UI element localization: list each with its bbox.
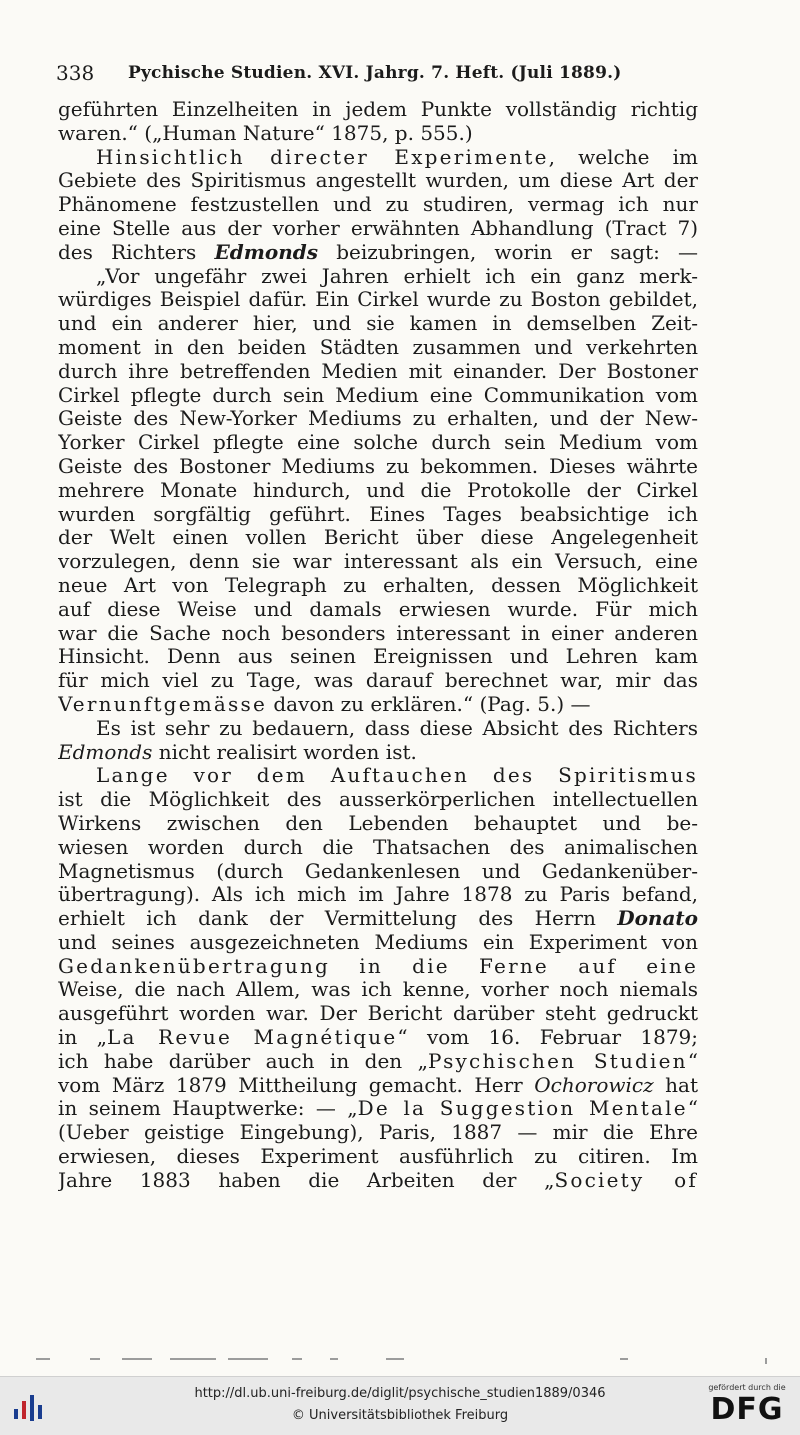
text-line: der Welt einen vollen Bericht über diese Angelegenheit [58, 526, 698, 550]
text-line: vorzulegen, denn sie war interessant als ein Versuch, eine [58, 550, 698, 574]
text-fragment: “ vom 16. Februar 1879; [397, 1026, 698, 1050]
text-line: neue Art von Telegraph zu erhalten, dessen Möglichkeit [58, 573, 698, 597]
dfg-logo [704, 1383, 790, 1431]
emphasis-spaced: La Revue Magnétique [106, 1026, 398, 1050]
copyright-notice: © Universitätsbibliothek Freiburg [291, 1408, 509, 1423]
text-fragment: ich habe darüber auch in den „ [58, 1049, 428, 1073]
text-line: moment in den beiden Städten zusammen und verkehrten [58, 335, 698, 359]
text-line: Yorker Cirkel pflegte eine solche durch sein Medium vom [58, 431, 698, 455]
text-line: Geiste des Bostoner Mediums zu bekommen. Dieses währte [58, 454, 698, 478]
running-title: Pychische Studien. XVI. Jahrg. 7. Heft. (Juli 1889.) [128, 63, 622, 83]
text-fragment: Jahre 1883 haben die Arbeiten der „ [58, 1168, 555, 1192]
text-line: Phänomene festzustellen und zu studiren, vermag ich nur [58, 193, 698, 217]
text-line [58, 1097, 698, 1121]
text-line: und seines ausgezeichneten Mediums ein Experiment von [58, 930, 698, 954]
text-line: erwiesen, dieses Experiment ausführlich zu citiren. Im [58, 1145, 698, 1169]
text-line: Gedankenübertragung in die Ferne auf eine [58, 954, 698, 978]
text-line [58, 241, 698, 265]
text-line [58, 146, 698, 170]
text-line [58, 907, 698, 931]
text-line [58, 1074, 698, 1098]
text-line: Lange vor dem Auftauchen des Spiritismus [96, 764, 698, 788]
text-line: würdiges Beispiel dafür. Ein Cirkel wurde zu Boston gebildet, [58, 288, 698, 312]
text-line: durch ihre betreffenden Medien mit einander. Der Bostoner [58, 359, 698, 383]
text-fragment: “ [687, 1097, 698, 1121]
text-fragment: vom März 1879 Mittheilung gemacht. Herr [58, 1073, 523, 1097]
text-line: waren.“ („Human Nature“ 1875, p. 555.) [58, 121, 473, 145]
text-line: Magnetismus (durch Gedankenlesen und Gedankenüber- [58, 859, 698, 883]
text-fragment: erhielt ich dank der Vermittelung des Herrn [58, 907, 596, 931]
dfg-wordmark: DFG [710, 1392, 784, 1427]
text-line [58, 1050, 698, 1074]
name-emphasis: Edmonds [214, 240, 319, 264]
body-text [58, 98, 698, 1193]
text-line: ausgeführt worden war. Der Bericht darüber steht gedruckt [58, 1002, 698, 1026]
text-line: „Vor ungefähr zwei Jahren erhielt ich ein ganz merk- [96, 264, 698, 288]
text-line: übertragung). Als ich mich im Jahre 1878 zu Paris befand, [58, 883, 698, 907]
text-fragment: nicht realisirt worden ist. [152, 740, 417, 764]
text-line: und ein anderer hier, und sie kamen in demselben Zeit- [58, 312, 698, 336]
text-line: Cirkel pflegte durch sein Medium eine Communikation vom [58, 383, 698, 407]
viewer-footer [0, 1376, 800, 1435]
text-line: mehrere Monate hindurch, und die Protokolle der Cirkel [58, 478, 698, 502]
text-fragment: “ [687, 1049, 698, 1073]
text-fragment: in seinem Hauptwerke: — „ [58, 1097, 358, 1121]
text-line: Es ist sehr zu bedauern, dass diese Absicht des Richters [96, 716, 698, 740]
text-fragment: davon zu erklären.“ (Pag. 5.) — [266, 692, 591, 716]
text-line: (Ueber geistige Eingebung), Paris, 1887 — mir die Ehre [58, 1121, 698, 1145]
text-line: wiesen worden durch die Thatsachen des animalischen [58, 835, 698, 859]
name-emphasis: Ochorowicz [534, 1073, 654, 1097]
emphasis-spaced: Vernunftgemässe [58, 692, 267, 716]
emphasis-spaced: Psychischen Studien [427, 1049, 688, 1073]
name-emphasis: Donato [617, 907, 698, 931]
text-line: Wirkens zwischen den Lebenden behauptet und be- [58, 811, 698, 835]
text-line: eine Stelle aus der vorher erwähnten Abhandlung (Tract 7) [58, 216, 698, 240]
text-line [58, 693, 698, 717]
dfg-caption: gefördert durch die [708, 1383, 786, 1392]
text-fragment: beizubringen, worin er sagt: — [336, 240, 698, 264]
text-fragment: , welche im [548, 145, 698, 169]
text-line: für mich viel zu Tage, was darauf berechnet war, mir das [58, 669, 698, 693]
emphasis-spaced: De la Suggestion Mentale [357, 1097, 688, 1121]
text-line: ist die Möglichkeit des ausserkörperlichen intellectuellen [58, 788, 698, 812]
text-line: geführten Einzelheiten in jedem Punkte vollständig richtig [58, 98, 698, 121]
text-line: Weise, die nach Allem, was ich kenne, vorher noch niemals [58, 978, 698, 1002]
scan-artifacts [30, 1358, 780, 1364]
text-fragment: hat [653, 1073, 698, 1097]
name-emphasis: Edmonds [58, 740, 153, 764]
emphasis-spaced: Society of [554, 1168, 698, 1192]
text-line: Hinsicht. Denn aus seinen Ereignissen und Lehren kam [58, 645, 698, 669]
text-fragment: des Richters [58, 240, 197, 264]
page-number: 338 [56, 61, 95, 85]
text-line: Gebiete des Spiritismus angestellt wurden, um diese Art der [58, 169, 698, 193]
text-line [58, 1026, 698, 1050]
text-line: auf diese Weise und damals erwiesen wurde. Für mich [58, 597, 698, 621]
text-line [58, 1169, 698, 1193]
text-fragment: in „ [58, 1026, 107, 1050]
source-url[interactable]: http://dl.ub.uni-freiburg.de/diglit/psychische_studien1889/0346 [194, 1386, 606, 1401]
text-line [58, 741, 698, 765]
text-line: wurden sorgfältig geführt. Eines Tages beabsichtige ich [58, 502, 698, 526]
emphasis-spaced: Hinsichtlich directer Experimente [96, 145, 549, 169]
text-line: war die Sache noch besonders interessant in einer anderen [58, 621, 698, 645]
page-header [56, 56, 696, 90]
text-line: Geiste des New-Yorker Mediums zu erhalten, und der New- [58, 407, 698, 431]
